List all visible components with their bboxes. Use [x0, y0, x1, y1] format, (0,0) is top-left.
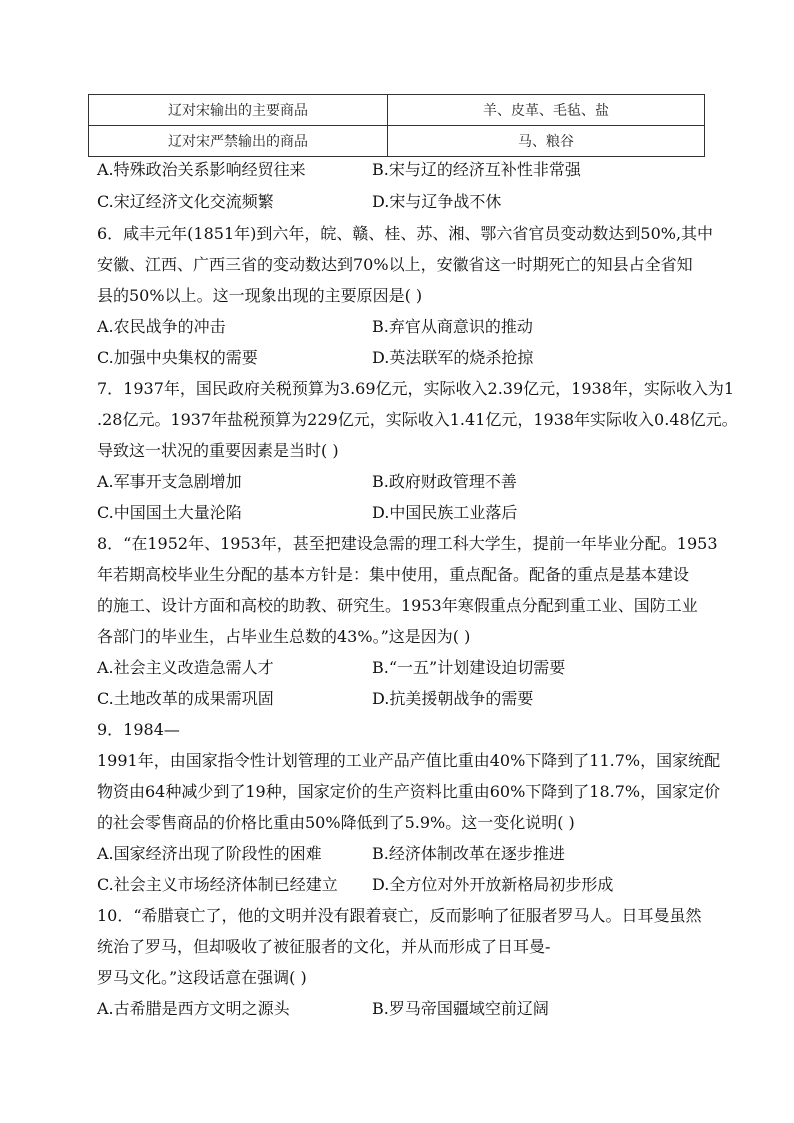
q5-option-a: A.特殊政治关系影响经贸往来 — [97, 160, 306, 179]
q10-option-a: A.古希腊是西方文明之源头 — [97, 999, 290, 1018]
q9-option-d: D.全方位对外开放新格局初步形成 — [372, 875, 614, 894]
q8-stem-line: 年若期高校毕业生分配的基本方针是：集中使用，重点配备。配备的重点是基本建设 — [97, 565, 690, 584]
q6-option-d: D.英法联军的烧杀抢掠 — [372, 348, 534, 367]
q7-stem-line: .28亿元。1937年盐税预算为229亿元，实际收入1.41亿元，1938年实际收入0.48亿元。 — [97, 410, 738, 429]
table-cell-label: 辽对宋输出的主要商品 — [89, 95, 388, 126]
q9-option-a: A.国家经济出现了阶段性的困难 — [97, 844, 322, 863]
q6-stem-line: 县的50%以上。这一现象出现的主要原因是( ) — [97, 286, 423, 305]
q5-option-d: D.宋与辽争战不休 — [372, 192, 502, 211]
q6-option-c: C.加强中央集权的需要 — [97, 348, 258, 367]
q7-option-b: B.政府财政管理不善 — [372, 472, 517, 491]
q7-option-a: A.军事开支急剧增加 — [97, 472, 242, 491]
table-cell-label: 辽对宋严禁输出的商品 — [89, 126, 388, 157]
q7-stem-line: 7．1937年，国民政府关税预算为3.69亿元，实际收入2.39亿元，1938年，实际收入为1 — [97, 379, 735, 398]
q6-option-b: B.弃官从商意识的推动 — [372, 317, 533, 336]
table-cell-value: 羊、皮革、毛毡、盐 — [388, 95, 705, 126]
q6-stem-line: 安徽、江西、广西三省的变动数达到70%以上，安徽省这一时期死亡的知县占全省知 — [97, 255, 693, 274]
q9-option-b: B.经济体制改革在逐步推进 — [372, 844, 565, 863]
q6-option-a: A.农民战争的冲击 — [97, 317, 226, 336]
q8-option-a: A.社会主义改造急需人才 — [97, 658, 274, 677]
q5-option-b: B.宋与辽的经济互补性非常强 — [372, 160, 581, 179]
q6-stem-line: 6．咸丰元年(1851年)到六年，皖、赣、桂、苏、湘、鄂六省官员变动数达到50%,其中 — [97, 224, 714, 243]
q10-stem-line: 10．“希腊衰亡了，他的文明并没有跟着衰亡，反而影响了征服者罗马人。日耳曼虽然 — [97, 906, 702, 925]
q10-stem-line: 统治了罗马，但却吸收了被征服者的文化，并从而形成了日耳曼- — [97, 937, 551, 956]
q7-option-d: D.中国民族工业落后 — [372, 503, 518, 522]
q8-stem-line: 的施工、设计方面和高校的助教、研究生。1953年寒假重点分配到重工业、国防工业 — [97, 596, 698, 615]
q8-option-d: D.抗美援朝战争的需要 — [372, 689, 534, 708]
q7-stem-line: 导致这一状况的重要因素是当时( ) — [97, 441, 339, 460]
q8-option-b: B.“一五”计划建设迫切需要 — [372, 658, 566, 677]
table-cell-value: 马、粮谷 — [388, 126, 705, 157]
q8-stem-line: 8．“在1952年、1953年，甚至把建设急需的理工科大学生，提前一年毕业分配。1953 — [97, 534, 718, 553]
q8-stem-line: 各部门的毕业生，占毕业生总数的43%。”这是因为( ) — [97, 627, 471, 646]
q9-stem-line: 的社会零售商品的价格比重由50%降低到了5.9%。这一变化说明( ) — [97, 813, 575, 832]
q9-option-c: C.社会主义市场经济体制已经建立 — [97, 875, 338, 894]
table-row — [89, 95, 705, 126]
q9-stem-line: 1991年，由国家指令性计划管理的工业产品产值比重由40%下降到了11.7%，国家统配 — [97, 751, 721, 770]
q7-option-c: C.中国国土大量沦陷 — [97, 503, 242, 522]
q10-option-b: B.罗马帝国疆域空前辽阔 — [372, 999, 549, 1018]
q10-stem-line: 罗马文化。”这段话意在强调( ) — [97, 968, 307, 987]
q8-option-c: C.土地改革的成果需巩固 — [97, 689, 274, 708]
q9-stem-line: 物资由64种减少到了19种，国家定价的生产资料比重由60%下降到了18.7%，国家定价 — [97, 782, 721, 801]
table-row — [89, 126, 705, 157]
q9-stem-line: 9．1984— — [97, 720, 180, 739]
q5-option-c: C.宋辽经济文化交流频繁 — [97, 192, 274, 211]
goods-table — [88, 94, 705, 157]
